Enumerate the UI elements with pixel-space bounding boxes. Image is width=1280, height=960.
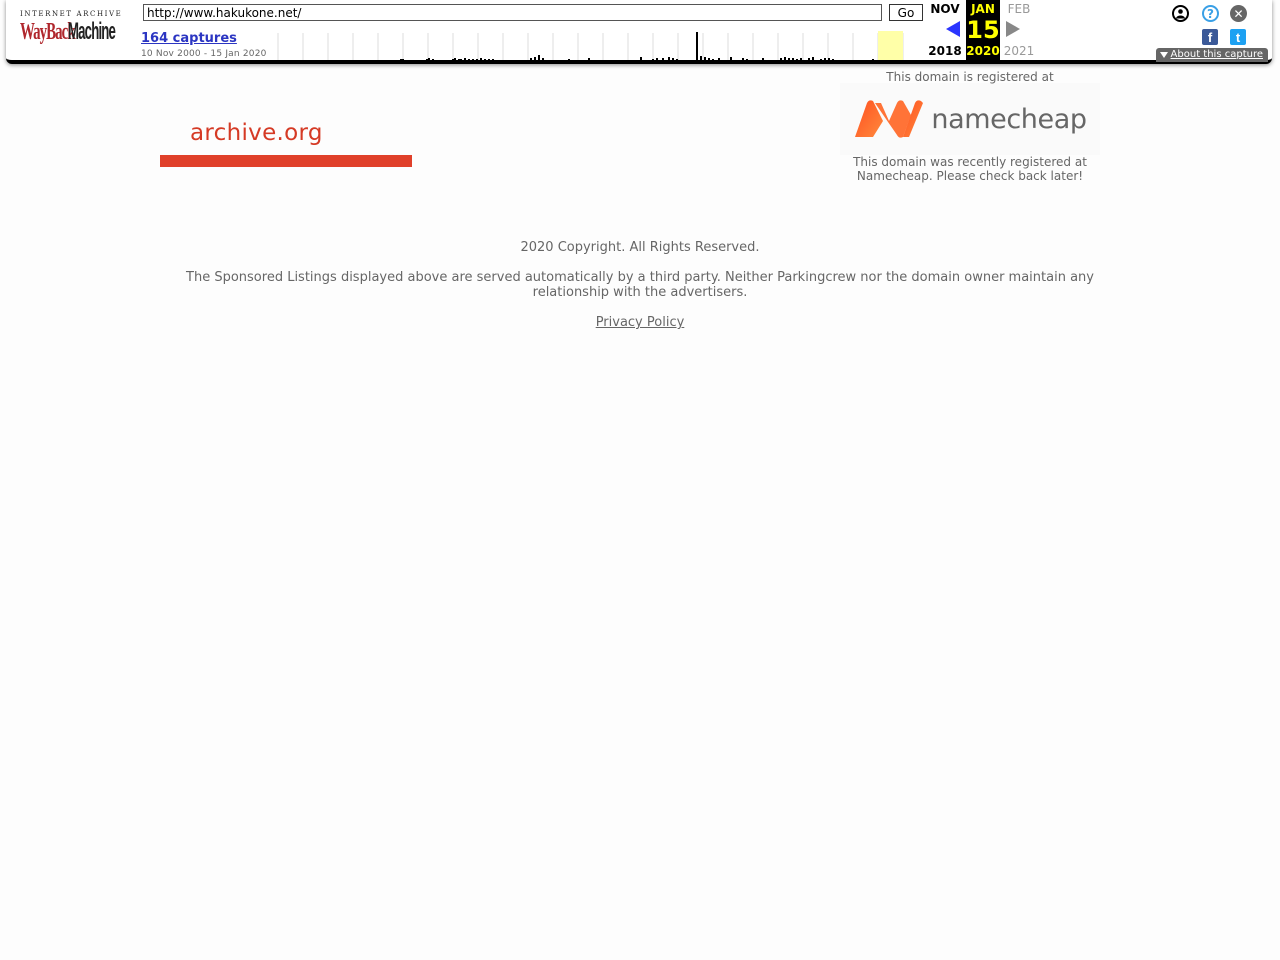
help-icon[interactable]: ?: [1202, 5, 1219, 22]
sparkline-capture-bar: [668, 57, 670, 60]
sparkline-capture-bar: [812, 57, 814, 60]
close-icon[interactable]: ✕: [1230, 5, 1247, 22]
logo-underline-bar: [160, 155, 412, 167]
logo-wayback-machine: [20, 19, 124, 47]
sparkline-capture-bar: [472, 59, 474, 60]
sparkline-capture-bar: [484, 59, 486, 60]
sparkline-capture-bar: [432, 59, 434, 60]
registrar-panel: [840, 70, 1100, 183]
sparkline-capture-bar: [712, 59, 714, 60]
namecheap-wordmark: namecheap: [931, 103, 1087, 135]
sparkline-capture-bar: [640, 57, 642, 60]
sparkline-capture-bar: [662, 58, 664, 60]
sparkline-current-marker: [696, 32, 698, 60]
chevron-down-icon: [1160, 52, 1168, 58]
sparkline-capture-bar: [872, 59, 874, 60]
about-capture-button[interactable]: [1156, 48, 1268, 62]
wayback-toolbar: [6, 0, 1272, 64]
twitter-icon[interactable]: t: [1230, 29, 1246, 45]
logo-wayback-text: WayBack: [20, 19, 75, 45]
facebook-icon[interactable]: f: [1202, 29, 1218, 45]
sparkline-capture-bar: [534, 57, 536, 60]
sparkline-capture-bar: [588, 58, 590, 60]
registrar-intro-text: This domain is registered at: [886, 70, 1054, 84]
current-year-label: 2020: [966, 44, 1000, 58]
sparkline-capture-bar: [426, 59, 428, 60]
sparkline-current-year-highlight: [878, 31, 903, 60]
sparkline-capture-bar: [460, 59, 462, 60]
sparkline-capture-bar: [796, 59, 798, 60]
sparkline-capture-bar: [538, 55, 540, 60]
sparkline-capture-bar: [800, 58, 802, 60]
user-icon[interactable]: [1172, 5, 1189, 22]
sparkline-capture-bar: [402, 59, 404, 60]
sparkline-capture-bar: [780, 58, 782, 60]
site-logo-text[interactable]: archive.org: [190, 120, 323, 146]
prev-year-label: 2018: [928, 44, 962, 58]
logo-machine-text: Machine: [68, 18, 116, 45]
sparkline-capture-bar: [746, 59, 748, 60]
logo-internet-archive-text: INTERNET ARCHIVE: [20, 10, 123, 18]
prev-capture-arrow-icon[interactable]: [946, 21, 960, 37]
sparkline-capture-bar: [742, 58, 744, 60]
page-footer: [180, 240, 1100, 330]
sparkline-capture-bar: [542, 58, 544, 60]
sparkline-capture-bar: [476, 59, 478, 60]
sparkline-capture-bar: [700, 56, 702, 60]
registrar-notice-text: This domain was recently registered at Namecheap. Please check back later!: [853, 155, 1087, 183]
go-button[interactable]: Go: [889, 4, 923, 21]
next-month-label: FEB: [1007, 2, 1031, 16]
sparkline-capture-bar: [488, 59, 490, 60]
sparkline-capture-bar: [824, 58, 826, 60]
wayback-logo[interactable]: [20, 10, 124, 50]
sparkline-capture-bar: [530, 58, 532, 60]
namecheap-mark-icon: [853, 99, 925, 139]
sparkline-capture-bar: [656, 58, 658, 60]
sparkline-capture-bar: [400, 59, 402, 60]
sparkline-capture-bar: [730, 57, 732, 60]
sparkline-capture-bar: [464, 58, 466, 60]
sparkline-capture-bar: [676, 59, 678, 60]
toolbar-icons: [1172, 5, 1262, 51]
next-month-column[interactable]: [1002, 0, 1036, 60]
prev-month-label: NOV: [930, 2, 960, 16]
sparkline-capture-bar: [492, 59, 494, 60]
sparkline-capture-bar: [808, 58, 810, 60]
sparkline-capture-bar: [792, 58, 794, 60]
sparkline-capture-bar: [704, 57, 706, 60]
sponsored-disclaimer-text: The Sponsored Listings displayed above are served automatically by a third party. Neither Parkingcrew nor the domain owner maintain any relationship with the advertisers.: [186, 270, 1094, 300]
sparkline-capture-bar: [652, 59, 654, 60]
sparkline-capture-bar: [428, 58, 430, 60]
current-month-column: [966, 0, 1000, 60]
next-year-label: 2021: [1003, 44, 1035, 58]
sparkline-capture-bar: [454, 58, 456, 60]
url-input[interactable]: [143, 4, 882, 21]
privacy-policy-link[interactable]: Privacy Policy: [595, 315, 685, 330]
sparkline-capture-bar: [718, 58, 720, 60]
sparkline-capture-bar: [784, 57, 786, 60]
capture-date-range: 10 Nov 2000 - 15 Jan 2020: [141, 49, 267, 59]
sparkline-capture-bar: [452, 59, 454, 60]
current-day-label: 15: [966, 16, 1000, 44]
sparkline-capture-bar: [820, 59, 822, 60]
namecheap-logo[interactable]: [840, 83, 1100, 155]
month-navigator: [926, 0, 1046, 60]
sparkline-capture-bar: [832, 59, 834, 60]
sparkline-capture-bar: [762, 58, 764, 60]
sparkline-capture-bar: [788, 58, 790, 60]
captures-link[interactable]: 164 captures: [141, 31, 237, 46]
about-capture-label: About this capture: [1170, 49, 1263, 60]
sparkline-capture-bar: [468, 59, 470, 60]
current-month-label: JAN: [971, 2, 995, 16]
site-logo-block: [160, 120, 412, 167]
sparkline-capture-bar: [568, 59, 570, 60]
sparkline-capture-bar: [480, 58, 482, 60]
sparkline-capture-bar: [672, 58, 674, 60]
sparkline-capture-bar: [708, 58, 710, 60]
sparkline-capture-bar: [458, 59, 460, 60]
capture-sparkline[interactable]: [272, 31, 922, 60]
sparkline-capture-bar: [828, 58, 830, 60]
copyright-text: 2020 Copyright. All Rights Reserved.: [520, 240, 760, 255]
